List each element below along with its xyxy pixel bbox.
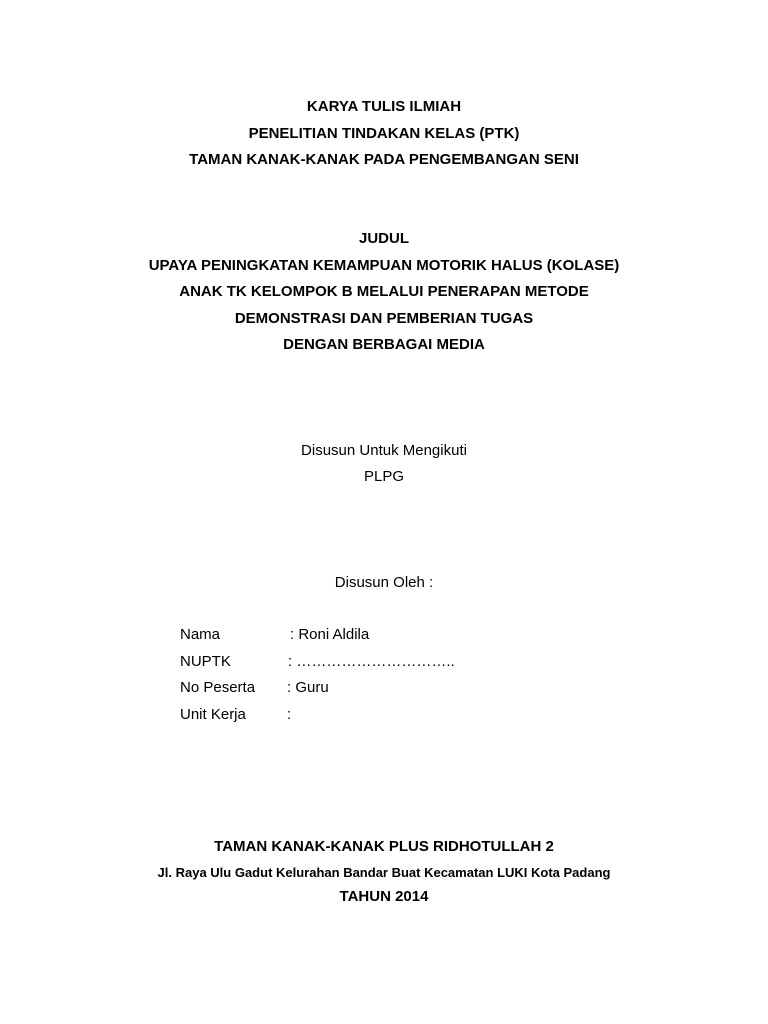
field-label-no-peserta: No Peserta <box>180 679 256 696</box>
judul-line-3: DEMONSTRASI DAN PEMBERIAN TUGAS <box>234 310 534 327</box>
header-title-line-1: KARYA TULIS ILMIAH <box>306 98 462 115</box>
purpose-line-2: PLPG <box>363 468 405 485</box>
header-title-line-3: TAMAN KANAK-KANAK PADA PENGEMBANGAN SENI <box>189 151 579 168</box>
judul-line-2: ANAK TK KELOMPOK B MELALUI PENERAPAN METODE <box>179 283 589 300</box>
footer-institution: TAMAN KANAK-KANAK PLUS RIDHOTULLAH 2 <box>214 838 554 855</box>
field-value-nuptk: : ………………………….. <box>288 653 455 670</box>
judul-label: JUDUL <box>358 230 409 247</box>
field-label-nuptk: NUPTK <box>180 653 231 670</box>
purpose-line-1: Disusun Untuk Mengikuti <box>301 442 467 459</box>
field-label-nama: Nama <box>180 626 221 643</box>
field-value-no-peserta: : Guru <box>287 679 329 696</box>
footer-year: TAHUN 2014 <box>339 888 429 905</box>
judul-line-4: DENGAN BERBAGAI MEDIA <box>283 336 485 353</box>
header-title-line-2: PENELITIAN TINDAKAN KELAS (PTK) <box>248 125 520 142</box>
field-label-unit-kerja: Unit Kerja <box>180 706 246 723</box>
author-heading: Disusun Oleh : <box>334 574 434 591</box>
judul-line-1: UPAYA PENINGKATAN KEMAMPUAN MOTORIK HALUS (KOLASE) <box>148 257 620 274</box>
field-value-nama: : Roni Aldila <box>290 626 370 643</box>
footer-address: Jl. Raya Ulu Gadut Kelurahan Bandar Buat Kecamatan LUKI Kota Padang <box>157 865 611 880</box>
field-value-unit-kerja: : <box>287 706 292 723</box>
